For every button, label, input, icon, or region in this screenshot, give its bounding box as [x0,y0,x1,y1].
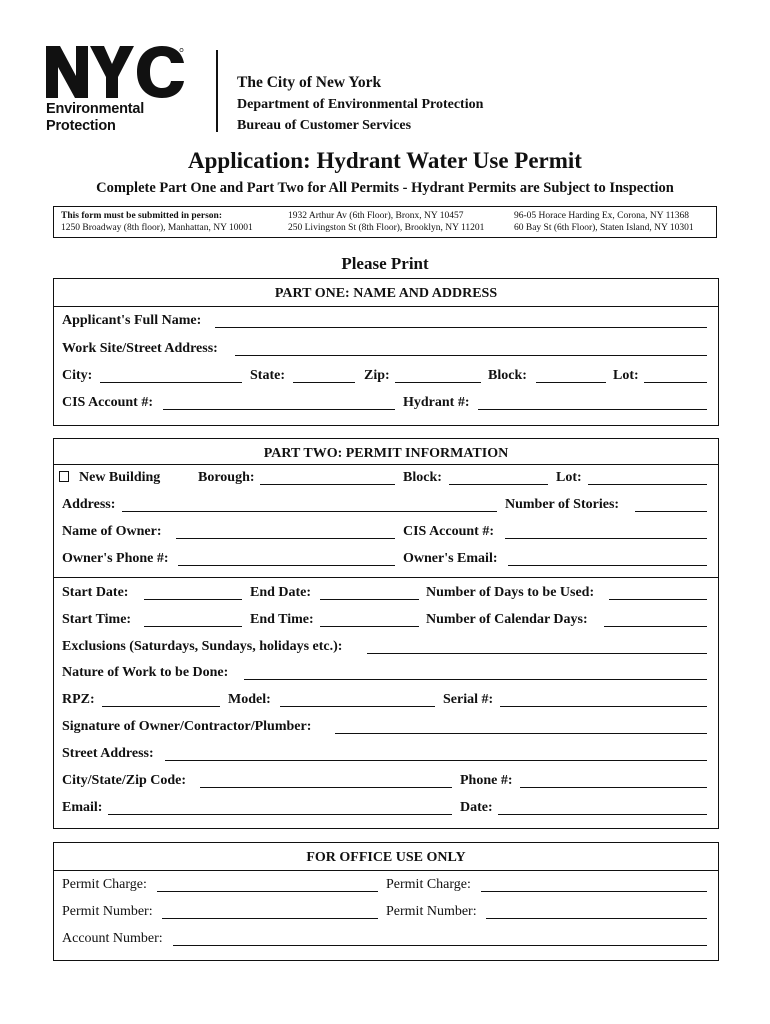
phone-field[interactable] [520,787,707,788]
end-date-field[interactable] [320,599,419,600]
logo-text-protection: Protection [46,118,116,134]
model-field[interactable] [280,706,435,707]
permit-charge-field-2[interactable] [481,891,707,892]
address-field[interactable] [122,511,497,512]
lot-field[interactable] [644,382,707,383]
serial-field[interactable] [500,706,707,707]
permit-number-field-2[interactable] [486,918,707,919]
address-queens: 96-05 Horace Harding Ex, Corona, NY 11368 [514,211,690,221]
cis-account-field[interactable] [163,409,395,410]
new-building-label: New Building [79,470,161,485]
phone-label: Phone #: [460,773,513,788]
permit-charge-label-1: Permit Charge: [62,877,147,892]
part-two-heading-rule [53,464,719,465]
permit-charge-field-1[interactable] [157,891,378,892]
end-time-field[interactable] [320,626,419,627]
start-time-field[interactable] [144,626,242,627]
borough-field[interactable] [260,484,395,485]
exclusions-label: Exclusions (Saturdays, Sundays, holidays etc.): [62,639,343,654]
end-time-label: End Time: [250,612,314,627]
start-date-field[interactable] [144,599,242,600]
page-title: Application: Hydrant Water Use Permit [188,148,582,173]
pt2-lot-label: Lot: [556,470,582,485]
start-time-label: Start Time: [62,612,132,627]
address-staten-island: 60 Bay St (6th Floor), Staten Island, NY 10301 [514,223,694,233]
address-label: Address: [62,497,116,512]
zip-field[interactable] [395,382,481,383]
bureau-name: Bureau of Customer Services [237,118,412,133]
owner-name-field[interactable] [176,538,395,539]
account-number-label: Account Number: [62,931,163,946]
pt2-cis-account-label: CIS Account #: [403,524,495,539]
signature-label: Signature of Owner/Contractor/Plumber: [62,719,312,734]
office-use-heading: FOR OFFICE USE ONLY [306,850,466,865]
owner-email-label: Owner's Email: [403,551,498,566]
email-label: Email: [62,800,103,815]
logo-text-environmental: Environmental [46,101,145,117]
stories-label: Number of Stories: [505,497,620,512]
date-label: Date: [460,800,493,815]
start-date-label: Start Date: [62,585,129,600]
work-site-field[interactable] [235,355,707,356]
block-field[interactable] [536,382,606,383]
applicant-name-field[interactable] [215,327,707,328]
office-use-heading-rule [53,870,719,871]
end-date-label: End Date: [250,585,312,600]
owner-phone-label: Owner's Phone #: [62,551,169,566]
page-subtitle: Complete Part One and Part Two for All Permits - Hydrant Permits are Subject to Inspection [96,180,674,196]
num-days-label: Number of Days to be Used: [426,585,595,600]
nature-of-work-field[interactable] [244,679,707,680]
nyc-logo [46,46,184,98]
street-address-field[interactable] [165,760,707,761]
please-print-instruction: Please Print [341,254,429,273]
city-state-zip-label: City/State/Zip Code: [62,773,187,788]
part-two-divider [53,577,719,578]
block-label: Block: [488,368,527,383]
stories-field[interactable] [635,511,707,512]
city-field[interactable] [100,382,242,383]
street-address-label: Street Address: [62,746,154,761]
pt2-cis-account-field[interactable] [505,538,707,539]
address-bronx: 1932 Arthur Av (6th Floor), Bronx, NY 10457 [288,211,464,221]
state-field[interactable] [293,382,355,383]
zip-label: Zip: [364,368,390,383]
address-manhattan: 1250 Broadway (8th floor), Manhattan, NY 10001 [61,223,253,233]
new-building-checkbox[interactable] [59,471,69,482]
header-divider [216,50,218,132]
model-label: Model: [228,692,271,707]
applicant-name-label: Applicant's Full Name: [62,313,202,328]
part-two-heading: PART TWO: PERMIT INFORMATION [263,446,509,461]
pt2-block-field[interactable] [449,484,548,485]
permit-charge-label-2: Permit Charge: [386,877,471,892]
city-name: The City of New York [237,74,382,91]
permit-number-label-2: Permit Number: [386,904,477,919]
email-field[interactable] [108,814,452,815]
owner-phone-field[interactable] [178,565,395,566]
owner-email-field[interactable] [508,565,707,566]
department-name: Department of Environmental Protection [237,97,484,112]
nature-of-work-label: Nature of Work to be Done: [62,665,229,680]
work-site-label: Work Site/Street Address: [62,341,218,356]
owner-name-label: Name of Owner: [62,524,162,539]
signature-field[interactable] [335,733,707,734]
submission-note: This form must be submitted in person: [61,211,222,221]
city-state-zip-field[interactable] [200,787,452,788]
serial-label: Serial #: [443,692,494,707]
permit-number-field-1[interactable] [162,918,378,919]
date-field[interactable] [498,814,707,815]
hydrant-label: Hydrant #: [403,395,470,410]
address-brooklyn: 250 Livingston St (8th Floor), Brooklyn, NY 11201 [288,223,485,233]
num-days-field[interactable] [609,599,707,600]
rpz-label: RPZ: [62,692,95,707]
part-two-box [53,438,719,829]
pt2-lot-field[interactable] [588,484,707,485]
state-label: State: [250,368,285,383]
calendar-days-field[interactable] [604,626,707,627]
pt2-block-label: Block: [403,470,442,485]
rpz-field[interactable] [102,706,220,707]
hydrant-field[interactable] [478,409,707,410]
city-label: City: [62,368,93,383]
cis-account-label: CIS Account #: [62,395,154,410]
exclusions-field[interactable] [367,653,707,654]
lot-label: Lot: [613,368,639,383]
part-one-heading-rule [53,306,719,307]
calendar-days-label: Number of Calendar Days: [426,612,588,627]
part-one-heading: PART ONE: NAME AND ADDRESS [274,286,498,301]
borough-label: Borough: [198,470,255,485]
account-number-field[interactable] [173,945,707,946]
permit-number-label-1: Permit Number: [62,904,153,919]
